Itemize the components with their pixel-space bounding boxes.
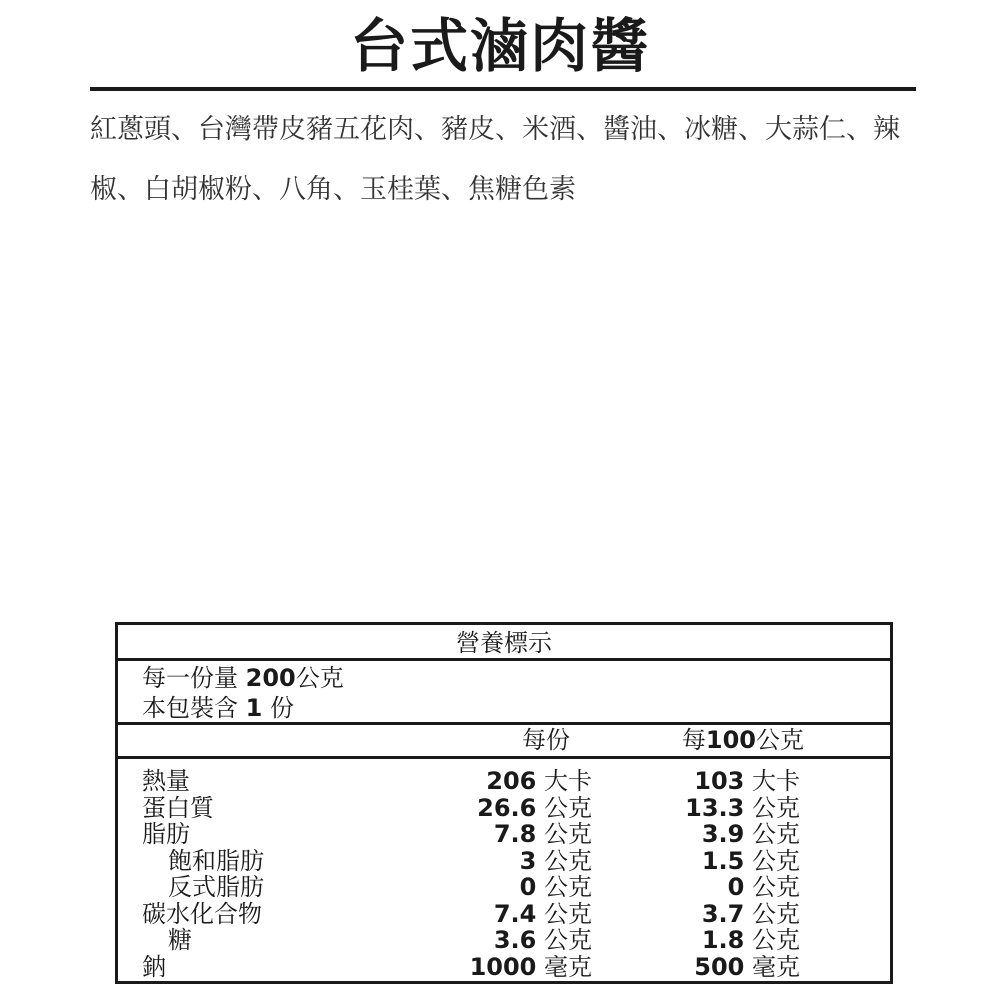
value-per-serving-unit: 毫克	[544, 952, 592, 981]
value-per-100g-number: 3.9	[701, 820, 745, 848]
product-title: 台式滷肉醬	[349, 12, 650, 80]
value-per-serving-number: 0	[519, 873, 537, 901]
value-per-100g	[702, 901, 800, 928]
value-per-serving	[520, 848, 592, 875]
nutrient-row	[118, 874, 890, 901]
value-per-100g-number: 500	[694, 952, 745, 981]
value-per-100g-unit: 公克	[752, 820, 800, 848]
servings-value: 1	[245, 694, 263, 722]
value-per-serving-unit: 公克	[544, 899, 592, 928]
value-per-100g	[694, 954, 800, 981]
nutrient-name: 鈉	[142, 952, 166, 981]
value-per-100g-unit: 公克	[752, 793, 800, 822]
value-per-100g	[702, 821, 800, 848]
column-per-100g	[682, 725, 804, 755]
nutrient-row	[118, 821, 890, 848]
title-divider	[90, 87, 916, 91]
column-per-100g-prefix: 每	[681, 726, 706, 754]
value-per-serving	[494, 901, 592, 928]
value-per-serving-unit: 公克	[544, 793, 592, 822]
value-per-serving-number: 7.4	[493, 899, 537, 928]
column-per-100g-unit: 公克	[756, 726, 804, 754]
column-per-serving: 每份	[522, 726, 570, 754]
value-per-serving	[520, 874, 592, 901]
value-per-100g	[685, 795, 800, 822]
value-per-serving-unit: 公克	[544, 820, 592, 848]
nutrient-name: 碳水化合物	[142, 899, 262, 928]
nutrient-name: 脂肪	[142, 820, 190, 848]
value-per-100g	[702, 927, 800, 954]
value-per-100g-number: 1.8	[701, 926, 745, 954]
value-per-100g-unit: 公克	[752, 926, 800, 954]
value-per-100g-number: 13.3	[685, 793, 745, 822]
value-per-100g-unit: 毫克	[752, 952, 800, 981]
nutrient-name: 飽和脂肪	[168, 846, 264, 875]
nutrient-row	[118, 768, 890, 795]
value-per-serving-unit: 大卡	[544, 767, 592, 795]
heading-divider	[118, 658, 890, 661]
value-per-100g-number: 0	[727, 873, 745, 901]
value-per-serving-unit: 公克	[544, 873, 592, 901]
value-per-100g-number: 103	[694, 767, 745, 795]
value-per-serving	[494, 821, 592, 848]
value-per-serving-number: 3	[519, 846, 537, 875]
value-per-serving	[494, 927, 592, 954]
value-per-100g-unit: 公克	[752, 846, 800, 875]
nutrition-facts-table	[115, 622, 893, 984]
column-per-100g-number: 100	[705, 726, 756, 754]
serving-size-unit: 公克	[295, 664, 344, 692]
nutrient-name: 反式脂肪	[168, 873, 264, 901]
value-per-serving	[486, 768, 592, 795]
nutrient-row	[118, 795, 890, 822]
value-per-serving-number: 7.8	[493, 820, 537, 848]
value-per-serving-number: 206	[486, 767, 537, 795]
nutrient-name: 糖	[168, 926, 192, 954]
value-per-100g	[728, 874, 800, 901]
servings-unit: 份	[269, 694, 294, 722]
nutrient-row	[118, 954, 890, 981]
servings-label: 本包裝含	[142, 694, 238, 722]
value-per-100g	[694, 768, 800, 795]
value-per-serving-unit: 公克	[544, 926, 592, 954]
serving-size-value: 200	[245, 664, 296, 692]
value-per-serving-number: 26.6	[477, 793, 537, 822]
servings-per-package	[142, 693, 294, 723]
column-header-divider	[118, 756, 890, 759]
value-per-100g-unit: 公克	[752, 873, 800, 901]
value-per-serving	[470, 954, 592, 981]
serving-size-label: 每一份量	[142, 664, 238, 692]
nutrient-row	[118, 848, 890, 875]
value-per-100g-unit: 公克	[752, 899, 800, 928]
nutrient-rows	[118, 768, 890, 980]
serving-size	[142, 663, 344, 693]
nutrition-heading: 營養標示	[456, 629, 552, 657]
value-per-serving-unit: 公克	[544, 846, 592, 875]
nutrient-row	[118, 901, 890, 928]
value-per-serving-number: 1000	[469, 952, 537, 981]
nutrient-name: 熱量	[142, 767, 190, 795]
value-per-100g-number: 3.7	[701, 899, 745, 928]
value-per-100g	[702, 848, 800, 875]
value-per-serving-number: 3.6	[493, 926, 537, 954]
nutrient-name: 蛋白質	[142, 793, 214, 822]
value-per-100g-number: 1.5	[701, 846, 745, 875]
ingredients-list: 紅蔥頭、台灣帶皮豬五花肉、豬皮、米酒、醬油、冰糖、大蒜仁、辣椒、白胡椒粉、八角、玉桂葉、焦糖色素	[90, 114, 900, 205]
nutrient-row	[118, 927, 890, 954]
value-per-serving	[477, 795, 592, 822]
value-per-100g-unit: 大卡	[752, 767, 800, 795]
